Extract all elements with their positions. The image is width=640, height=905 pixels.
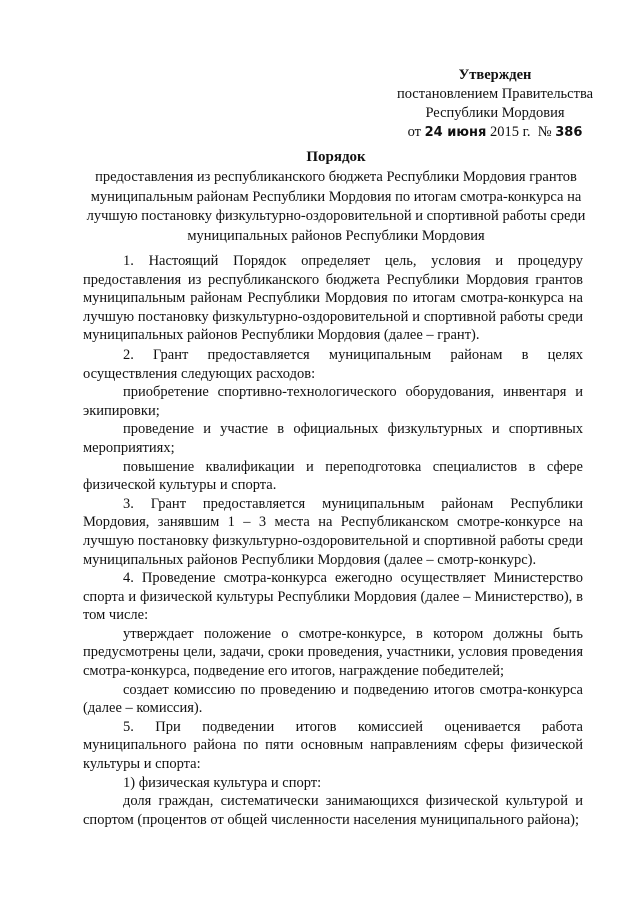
approval-line-1: постановлением Правительства [396,86,594,102]
paragraph: 3. Грант предоставляется муниципальным районам Республики Мордовия, занявшим 1 – 3 места на Республиканском смотре-конкурсе на лучшую постановку физкультурно-оздоровительной и спортивной работы среди муниципальных районов Республики Мордовия (далее – смотр-конкурс). [83,495,583,568]
paragraph: 2. Грант предоставляется муниципальным районам в целях осуществления следующих расходов: [83,346,583,382]
paragraph: проведение и участие в официальных физкультурных и спортивных мероприятиях; [83,421,583,456]
date-suffix: 2015 г. [489,124,531,140]
paragraph: доля граждан, систематически занимающихся физической культурой и спортом (процентов от общей численности населения муниципального района); [83,793,583,828]
document-subtitle: предоставления из республиканского бюджета Республики Мордовия грантов муниципальным районам Республики Мордовия по итогам смотра-конкурса на лучшую постановку физкультурно-оздоровительной и спортивной работы среди муниципальных районов Республики Мордовия [86,169,586,244]
paragraph: 4. Проведение смотра-конкурса ежегодно осуществляет Министерство спорта и физической культуры Республики Мордовия (далее – Министерство), в том числе: [83,570,583,624]
approval-date-line [370,123,620,142]
paragraph: создает комиссию по проведению и подведению итогов смотра-конкурса (далее – комиссия). [83,681,583,717]
paragraph: повышение квалификации и переподготовка специалистов в сфере физической культуры и спорта. [83,458,583,494]
paragraph: утверждает положение о смотре-конкурсе, в котором должны быть предусмотрены цели, задачи, сроки проведения, участники, условия проведения смотра-конкурса, подведение его итогов, награждение победителей; [83,625,583,680]
paragraph: 1) физическая культура и спорт: [123,774,322,791]
approval-heading: Утвержден [458,67,532,83]
number-handwritten: 386 [555,125,583,140]
paragraph: 5. При подведении итогов комиссией оценивается работа муниципального района по пяти основным направлениям сферы физической культуры и спорта: [83,718,583,773]
approval-block [370,66,620,142]
document-body [83,252,583,829]
date-handwritten: 24 июня [424,125,487,140]
paragraph: 1. Настоящий Порядок определяет цель, условия и процедуру предоставления из республиканского бюджета Республики Мордовия грантов муниципальным районам Республики Мордовия по итогам смотра-конкурса на лучшую постановку физкультурно-оздоровительной и спортивной работы среди муниципальных районов Республики Мордовия (далее – грант). [83,253,583,344]
document-title: Порядок [306,149,366,165]
number-prefix: № [537,124,552,140]
date-prefix: от [407,124,422,140]
approval-line-2: Республики Мордовия [425,105,565,121]
paragraph: приобретение спортивно-технологического оборудования, инвентаря и экипировки; [83,384,583,419]
